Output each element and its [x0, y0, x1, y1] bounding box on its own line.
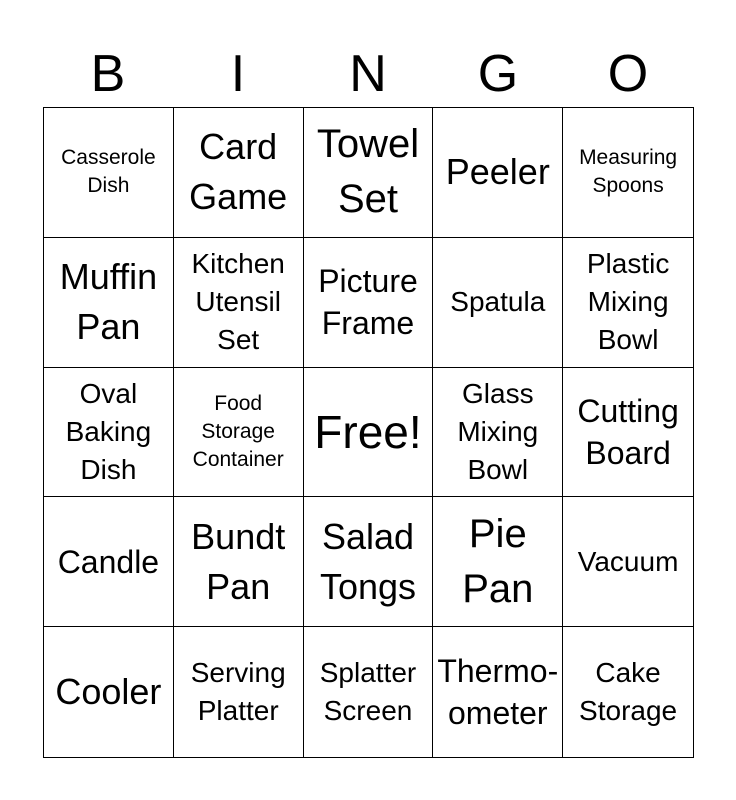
bingo-cell[interactable]: [433, 497, 563, 627]
bingo-cell-label: Towel Set: [316, 122, 420, 222]
bingo-cell-label: Kitchen Utensil Set: [191, 248, 285, 356]
bingo-cell-label: Splatter Screen: [319, 657, 417, 727]
bingo-cell[interactable]: [44, 497, 174, 627]
bingo-cell-label: Vacuum: [577, 545, 679, 577]
bingo-cell[interactable]: [174, 238, 304, 368]
bingo-cell[interactable]: [563, 238, 693, 368]
bingo-cell-label: Cooler: [55, 671, 162, 713]
bingo-cell[interactable]: [174, 627, 304, 757]
bingo-cell-label: Plastic Mixing Bowl: [586, 248, 670, 356]
bingo-cell-label: Card Game: [189, 126, 288, 218]
bingo-cell[interactable]: [174, 497, 304, 627]
bingo-cell[interactable]: [433, 238, 563, 368]
bingo-cell-label: Candle: [57, 543, 160, 580]
bingo-cell-label: Bundt Pan: [191, 515, 286, 607]
bingo-cell[interactable]: [563, 108, 693, 238]
header-letter-g: G: [477, 45, 519, 103]
bingo-cell-label: Oval Baking Dish: [65, 377, 152, 485]
bingo-cell-label: Salad Tongs: [319, 515, 417, 607]
bingo-cell[interactable]: [174, 108, 304, 238]
bingo-cell-label: Food Storage Container: [192, 391, 284, 471]
header-letter-o: O: [607, 45, 649, 103]
bingo-card-grid: [43, 107, 694, 758]
header-letter-n: N: [349, 45, 387, 103]
bingo-cell[interactable]: [304, 368, 434, 498]
bingo-cell-label: Picture Frame: [318, 263, 418, 342]
bingo-cell[interactable]: [44, 368, 174, 498]
bingo-cell[interactable]: [433, 368, 563, 498]
bingo-cell[interactable]: [44, 627, 174, 757]
bingo-cell-label: Muffin Pan: [59, 256, 158, 348]
bingo-cell[interactable]: [563, 497, 693, 627]
bingo-cell[interactable]: [304, 238, 434, 368]
bingo-cell[interactable]: [44, 238, 174, 368]
bingo-cell-label: Pie Pan: [462, 511, 534, 611]
bingo-cell-label: Glass Mixing Bowl: [457, 377, 539, 485]
bingo-cell[interactable]: [433, 627, 563, 757]
bingo-cell[interactable]: [563, 368, 693, 498]
bingo-cell-label: Cake Storage: [579, 657, 678, 727]
bingo-cell[interactable]: [433, 108, 563, 238]
bingo-cell[interactable]: [44, 108, 174, 238]
bingo-cell[interactable]: [304, 627, 434, 757]
bingo-cell-label: Peeler: [445, 151, 550, 193]
bingo-header: [43, 40, 693, 108]
bingo-cell[interactable]: [304, 108, 434, 238]
bingo-cell[interactable]: [174, 368, 304, 498]
bingo-cell[interactable]: [304, 497, 434, 627]
header-letter-b: B: [90, 45, 126, 103]
bingo-cell-label: Serving Platter: [190, 657, 286, 727]
bingo-cell-label: Free!: [314, 405, 422, 458]
bingo-cell-label: Measuring Spoons: [579, 146, 678, 198]
bingo-cell[interactable]: [563, 627, 693, 757]
bingo-cell-label: Thermo- ometer: [437, 653, 559, 732]
header-letter-i: I: [230, 45, 246, 103]
bingo-cell-label: Casserole Dish: [61, 146, 156, 198]
bingo-cell-label: Spatula: [450, 286, 546, 318]
bingo-cell-label: Cutting Board: [577, 392, 679, 471]
